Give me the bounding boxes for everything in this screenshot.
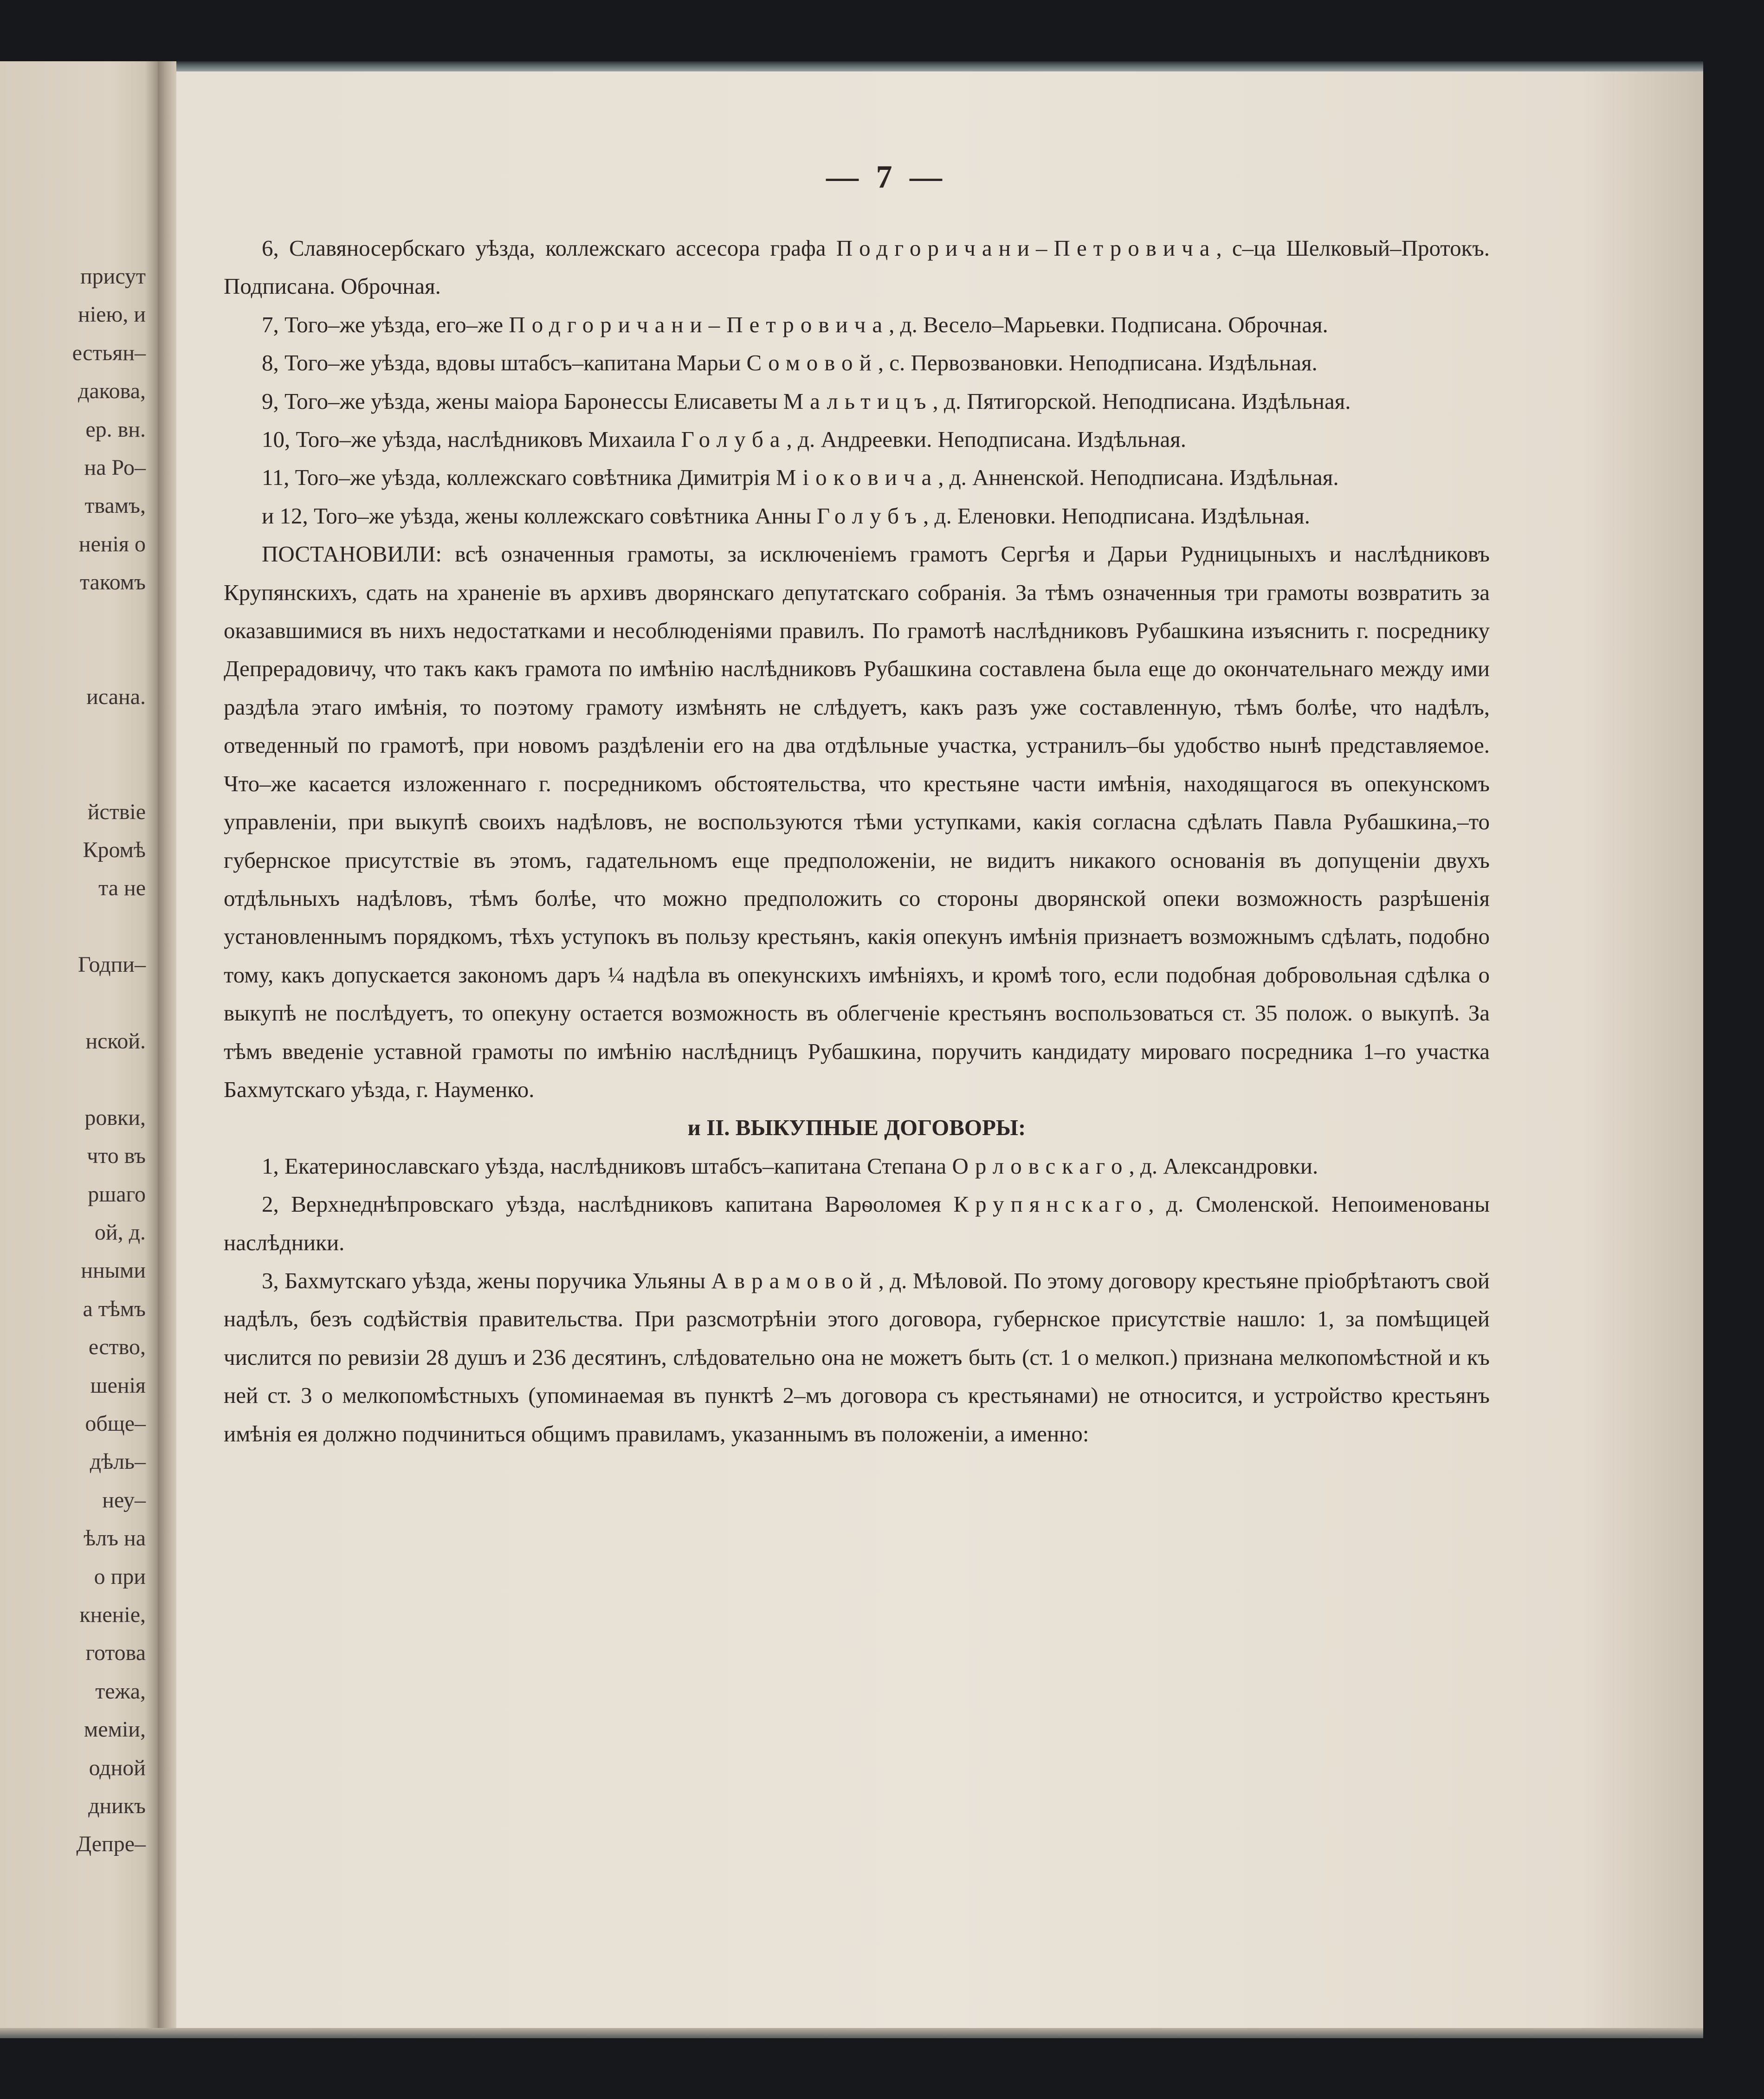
- paragraph-text: 6, Славяносербскаго уѣзда, коллежскаго ассесора графа: [262, 235, 836, 261]
- paragraph-text: 2, Верхнеднѣпровскаго уѣзда, наслѣдниковъ капитана Варѳоломея: [262, 1191, 954, 1217]
- paragraph: [224, 306, 1490, 344]
- left-page-line-fragment: мемiи,: [84, 1717, 146, 1742]
- paragraph-text: 7, Того–же уѣзда, его–же: [262, 311, 509, 337]
- left-page-line-fragment: та не: [98, 876, 146, 901]
- left-page-line-fragment: неу–: [102, 1487, 146, 1512]
- paragraph-text: , д. Александровки.: [1129, 1153, 1318, 1179]
- spaced-name: Мiоковича: [775, 465, 938, 491]
- right-page: [176, 71, 1703, 2028]
- spaced-name: Крупянскаго: [953, 1191, 1149, 1217]
- section-heading: [224, 1109, 1490, 1147]
- left-page-line-fragment: такомъ: [79, 570, 146, 595]
- left-page-line-fragment: дникъ: [88, 1794, 146, 1818]
- left-page-line-fragment: ер. вн.: [85, 417, 146, 442]
- left-page-line-fragment: одной: [89, 1755, 146, 1780]
- left-page: [0, 61, 158, 2038]
- spaced-name: Голубъ: [816, 503, 924, 529]
- left-page-line-fragment: шенiя: [90, 1373, 146, 1398]
- left-page-line-fragment: йствiе: [87, 799, 146, 824]
- left-page-line-fragment: твамъ,: [84, 493, 146, 518]
- paragraph-text: 1, Екатеринославскаго уѣзда, наслѣдниковъ штабсъ–капитана Степана: [262, 1153, 952, 1179]
- paragraph: [224, 1262, 1490, 1453]
- page-number: — 7 —: [826, 159, 947, 195]
- left-page-line-fragment: нными: [81, 1258, 146, 1283]
- paragraph-text: 10, Того–же уѣзда, наслѣдниковъ Михаила: [262, 426, 681, 452]
- spaced-name: Голуба: [681, 426, 787, 452]
- paragraph-text: 9, Того–же уѣзда, жены маiора Баронессы Елисаветы: [262, 388, 783, 414]
- book-gutter: [158, 61, 176, 2038]
- paragraph: [224, 459, 1490, 497]
- spaced-name: Мальтицъ: [783, 388, 933, 414]
- paragraph: [224, 420, 1490, 459]
- paragraph-text: ПОСТАНОВИЛИ: всѣ означенныя грамоты, за исключенiемъ грамотъ Сергѣя и Дарьи Рудницыныхъ и наслѣдниковъ Крупянскихъ, сдать на храненiе въ архивъ дворянскаго депутатскаго собранiя. За тѣмъ означенныя три грамоты возвратить за оказавшимися въ нихъ недостатками и несоблюденiями правилъ. По грамотѣ наслѣдниковъ Рубашкина изъяснить г. посреднику Депрерадовичу, что такъ какъ грамота по имѣнiю наслѣдниковъ Рубашкина составлена была еще до окончательнаго между ими раздѣла этаго имѣнiя, то поэтому грамоту измѣнять не слѣдуетъ, какъ разъ уже составленную, тѣмъ болѣе, что надѣлъ, отведенный по грамотѣ, при новомъ раздѣленiи его на два отдѣльные участка, устранилъ–бы удобство нынѣ представляемое. Что–же касается изложеннаго г. посредникомъ обстоятельства, что крестьяне части имѣнiя, находящагося въ опекунскомъ управленiи, при выкупѣ своихъ надѣловъ, не воспользуются тѣми уступками, какiя согласна сдѣлать Павла Рубашкина,–то губернское присутствiе въ этомъ, гадательномъ еще предположенiи, не видитъ никакого основанiя въ допущенiи двухъ отдѣльныхъ надѣловъ, тѣмъ болѣе, что можно предположить со стороны дворянской опеки возможность разрѣшенiя установленнымъ порядкомъ, тѣхъ уступокъ въ пользу крестьянъ, какiя опекунъ имѣнiя признаетъ возможнымъ сдѣлать, подобно тому, какъ допускается закономъ даръ ¼ надѣла въ опекунскихъ имѣнiяхъ, и кромѣ того, если подобная добровольная сдѣлка о выкупѣ не послѣдуетъ, то опекуну остается возможность въ облегченiе крестьянъ воспользоваться ст. 35 полож. о выкупѣ. За тѣмъ введенiе уставной грамоты по имѣнiю наслѣдницъ Рубашкина, поручить кандидату мироваго посредника 1–го участка Бахмутскаго уѣзда, г. Науменко.: [224, 541, 1490, 1102]
- left-page-line-fragment: готова: [85, 1640, 146, 1666]
- paragraph-text: 8, Того–же уѣзда, вдовы штабсъ–капитана Марьи: [262, 350, 747, 376]
- page-body-text: [224, 229, 1490, 1453]
- spaced-name: Подгоричани–Петровича: [509, 311, 889, 337]
- paragraph-text: и II. ВЫКУПНЫЕ ДОГОВОРЫ:: [687, 1115, 1026, 1141]
- left-page-line-fragment: Кромѣ: [83, 838, 146, 862]
- paragraph-text: 3, Бахмутскаго уѣзда, жены поручика Ульяны: [262, 1267, 711, 1293]
- paragraph-text: , д. Пятигорской. Неподписана. Издѣльная.: [932, 388, 1351, 414]
- book-top-edge: [0, 61, 1703, 71]
- spaced-name: Сомовой: [746, 350, 878, 376]
- paragraph-text: , д. Весело–Марьевки. Подписана. Оброчная.: [889, 311, 1328, 337]
- left-page-line-fragment: дѣль–: [90, 1449, 146, 1474]
- paragraph: [224, 1147, 1490, 1185]
- paragraph: [224, 535, 1490, 1109]
- left-page-line-fragment: на Ро–: [84, 455, 146, 480]
- paragraph-text: , д. Смоленской. Непоименованы наслѣдники.: [224, 1191, 1490, 1255]
- paragraph: [224, 497, 1490, 535]
- paragraph-text: , с–ца Шелковый–Протокъ. Подписана. Оброчная.: [224, 235, 1490, 299]
- paragraph-text: и 12, Того–же уѣзда, жены коллежскаго совѣтника Анны: [262, 503, 817, 529]
- paragraph: [224, 229, 1490, 306]
- paragraph-text: , д. Мѣловой. По этому договору крестьяне прiобрѣтаютъ свой надѣлъ, безъ содѣйствiя правительства. При разсмотрѣнiи этого договора, губернское присутствiе нашло: 1, за помѣщицей числится по ревизiи 28 душъ и 236 десятинъ, слѣдовательно она не можетъ быть (ст. 1 о мелкоп.) признана мелкопомѣстной и къ ней ст. 3 о мелкопомѣстныхъ (упоминаемая въ пунктѣ 2–мъ договора съ крестьянами) не относится, и устройство крестьянъ имѣнiя ея должно подчиниться общимъ правиламъ, указаннымъ въ положенiи, а именно:: [224, 1267, 1490, 1447]
- paragraph-text: , д. Еленовки. Неподписана. Издѣльная.: [923, 503, 1310, 529]
- left-page-line-fragment: Годпи–: [78, 952, 146, 977]
- left-page-line-fragment: ршаго: [88, 1182, 146, 1207]
- paragraph-text: , д. Анненской. Неподписана. Издѣльная.: [938, 465, 1339, 491]
- paragraph: [224, 382, 1490, 420]
- left-page-line-fragment: что въ: [87, 1143, 146, 1169]
- left-page-line-fragment: ѣлъ на: [84, 1526, 146, 1551]
- left-page-line-fragment: Депре–: [76, 1832, 146, 1857]
- paragraph-text: 11, Того–же уѣзда, коллежскаго совѣтника Димитрiя: [262, 465, 776, 491]
- left-page-line-fragment: кненiе,: [79, 1602, 146, 1627]
- spaced-name: Аврамовой: [711, 1267, 879, 1293]
- left-page-line-fragment: а тѣмъ: [83, 1296, 146, 1321]
- left-page-line-fragment: исана.: [86, 685, 146, 710]
- left-page-line-fragment: ровки,: [84, 1105, 146, 1130]
- paragraph-text: , с. Первозвановки. Неподписана. Издѣльная.: [878, 350, 1318, 376]
- left-page-line-fragment: тежа,: [95, 1679, 146, 1704]
- left-page-line-fragment: присут: [80, 264, 146, 289]
- paragraph-text: , д. Андреевки. Неподписана. Издѣльная.: [786, 426, 1186, 452]
- left-page-line-fragment: нiею, и: [78, 302, 146, 327]
- left-page-line-fragment: ненiя о: [78, 531, 146, 556]
- spaced-name: Подгоричани–Петровича: [836, 235, 1216, 261]
- paragraph: [224, 344, 1490, 382]
- left-page-line-fragment: о при: [94, 1564, 146, 1589]
- scanned-book-spread: [0, 61, 1703, 2038]
- paragraph: [224, 1185, 1490, 1262]
- left-page-line-fragment: ой, д.: [94, 1220, 146, 1245]
- book-bottom-edge: [0, 2028, 1703, 2038]
- left-page-line-fragment: нской.: [85, 1029, 146, 1053]
- left-page-line-fragment: естьян–: [72, 340, 146, 365]
- left-page-line-fragment: ество,: [88, 1335, 146, 1360]
- left-page-line-fragment: дакова,: [78, 379, 146, 404]
- spaced-name: Орловскаго: [952, 1153, 1129, 1179]
- left-page-line-fragment: обще–: [85, 1411, 146, 1436]
